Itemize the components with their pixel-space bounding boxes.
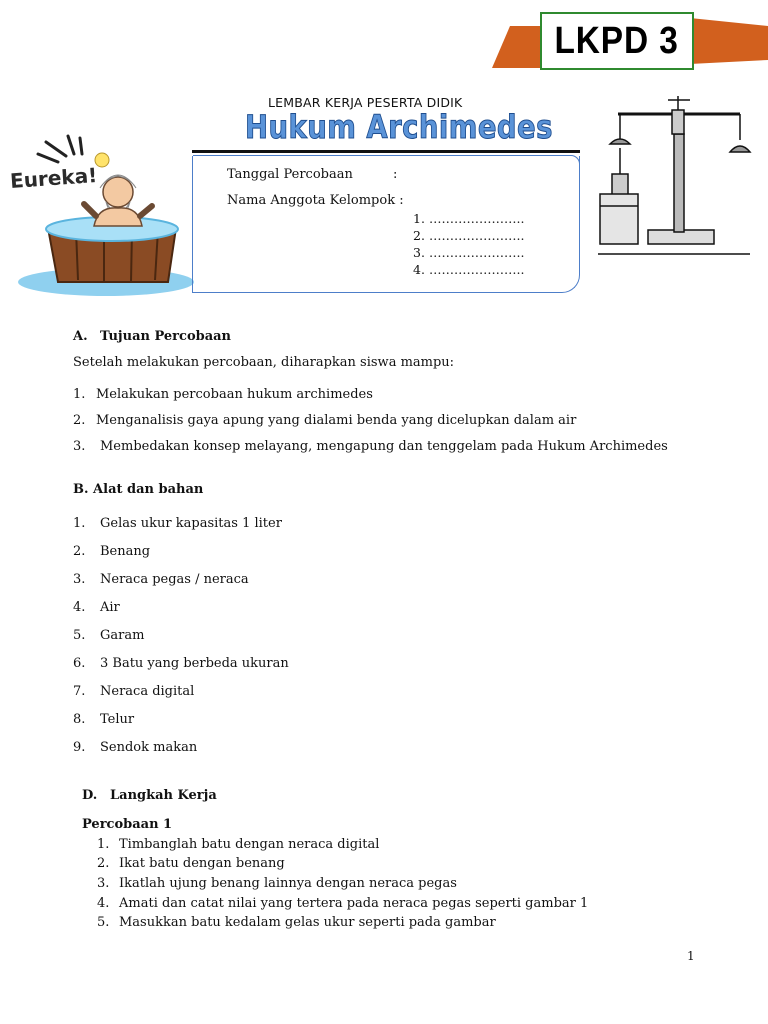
section-b-heading: B. Alat dan bahan [73,482,204,497]
group-info-box [192,156,580,293]
list-number: 2. [73,544,86,559]
step-item: Amati dan catat nilai yang tertera pada neraca pegas seperti gambar 1 [119,896,589,911]
list-number: 3. [97,876,110,891]
list-number: 1. [73,387,86,402]
step-item: Ikat batu dengan benang [119,856,285,871]
material-item: Sendok makan [100,740,198,755]
list-number: 6. [73,656,86,671]
material-item: 3 Batu yang berbeda ukuran [100,656,289,671]
header-divider [192,150,580,153]
list-number: 2. [97,856,110,871]
list-number: 5. [97,915,110,930]
material-item: Telur [100,712,135,727]
member-field[interactable]: ………………….. [429,245,525,260]
member-number: 4. [413,262,425,277]
member-field[interactable]: ………………….. [429,262,525,277]
member-number: 2. [413,228,425,243]
archimedes-bath-icon [8,132,194,302]
list-number: 4. [97,896,110,911]
list-number: 3. [73,439,86,454]
balance-scale-icon [594,94,754,258]
objective-item: Melakukan percobaan hukum archimedes [96,387,373,402]
step-item: Timbanglah batu dengan neraca digital [119,837,380,852]
objective-item: Menganalisis gaya apung yang dialami benda yang dicelupkan dalam air [96,413,577,428]
worksheet-title: Hukum Archimedes [245,108,553,146]
worksheet-subtitle: LEMBAR KERJA PESERTA DIDIK [268,95,463,110]
banner-box [540,12,694,70]
list-number: 1. [97,837,110,852]
experiment-heading: Percobaan 1 [82,817,173,832]
date-colon: : [393,167,398,182]
material-item: Gelas ukur kapasitas 1 liter [100,516,282,531]
info-box-top-border [193,155,580,164]
lkpd-banner [492,10,768,74]
list-number: 8. [73,712,86,727]
member-field[interactable]: ………………….. [429,228,525,243]
list-number: 9. [73,740,86,755]
material-item: Garam [100,628,145,643]
banner-title: LKPD 3 [554,19,680,62]
step-item: Ikatlah ujung benang lainnya dengan neraca pegas [119,876,457,891]
balance-scale-illustration [594,94,754,258]
objective-item: Membedakan konsep melayang, mengapung dan tenggelam pada Hukum Archimedes [100,439,668,454]
list-number: 3. [73,572,86,587]
material-item: Benang [100,544,151,559]
members-label: Nama Anggota Kelompok : [227,193,404,208]
list-number: 2. [73,413,86,428]
material-item: Neraca digital [100,684,195,699]
step-item: Masukkan batu kedalam gelas ukur seperti pada gambar [119,915,496,930]
section-a-intro: Setelah melakukan percobaan, diharapkan siswa mampu: [73,355,455,370]
eureka-text: Eureka! [9,162,98,194]
section-a-letter: A. [73,329,88,344]
section-d-letter: D. [82,788,98,803]
section-d-heading: Langkah Kerja [110,788,217,803]
material-item: Neraca pegas / neraca [100,572,249,587]
list-number: 7. [73,684,86,699]
list-number: 4. [73,600,86,615]
member-number: 3. [413,245,425,260]
member-field[interactable]: ………………….. [429,211,525,226]
eureka-illustration [8,132,194,302]
list-number: 1. [73,516,86,531]
member-number: 1. [413,211,425,226]
page-number: 1 [687,949,695,963]
list-number: 5. [73,628,86,643]
material-item: Air [100,600,120,615]
date-label: Tanggal Percobaan [227,167,353,182]
section-a-heading: Tujuan Percobaan [100,329,232,344]
